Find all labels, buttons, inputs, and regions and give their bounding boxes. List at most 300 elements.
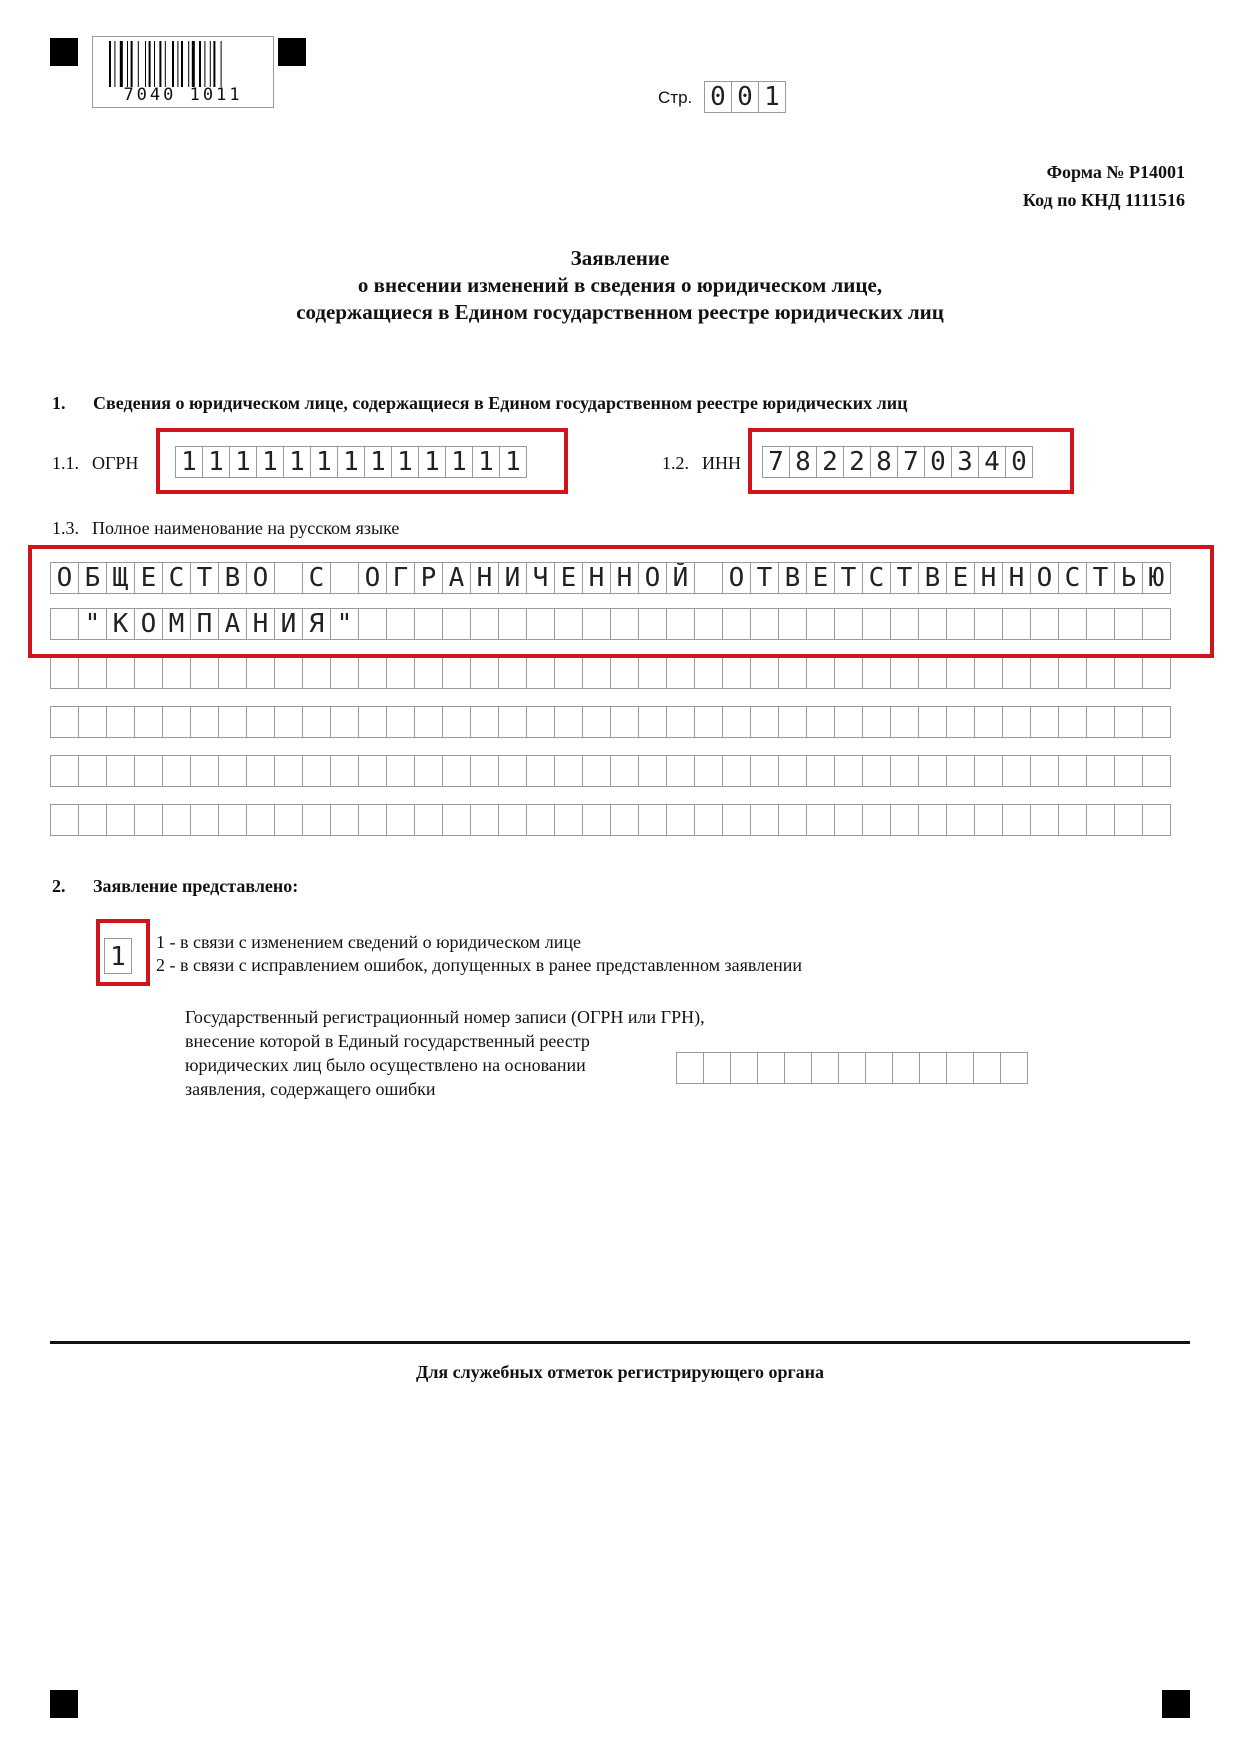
- company-name-cell[interactable]: [806, 657, 835, 689]
- company-name-cell[interactable]: [722, 755, 751, 787]
- barcode-bar: [199, 41, 201, 87]
- company-name-cell[interactable]: [526, 657, 555, 689]
- company-name-row[interactable]: [50, 804, 1171, 836]
- ogrn-cell[interactable]: 1: [472, 446, 500, 478]
- company-name-cell[interactable]: [806, 755, 835, 787]
- company-name-cell[interactable]: [1086, 657, 1115, 689]
- company-name-cell[interactable]: [218, 706, 247, 738]
- company-name-cell[interactable]: [78, 755, 107, 787]
- company-name-cell[interactable]: О: [246, 562, 275, 594]
- company-name-cell[interactable]: [50, 706, 79, 738]
- inn-cell[interactable]: 8: [789, 446, 817, 478]
- company-name-cell[interactable]: [974, 804, 1003, 836]
- company-name-cell[interactable]: Н: [1002, 562, 1031, 594]
- company-name-cell[interactable]: [1086, 706, 1115, 738]
- company-name-cell[interactable]: С: [302, 562, 331, 594]
- footer-divider: [50, 1341, 1190, 1344]
- company-name-cell[interactable]: Б: [78, 562, 107, 594]
- inn-cell[interactable]: 8: [870, 446, 898, 478]
- company-name-cell[interactable]: А: [442, 562, 471, 594]
- company-name-cell[interactable]: [470, 755, 499, 787]
- grn-cell[interactable]: [784, 1052, 812, 1084]
- grn-cell[interactable]: [703, 1052, 731, 1084]
- page-number-cells: [704, 81, 786, 113]
- company-name-cell[interactable]: [666, 706, 695, 738]
- company-name-cell[interactable]: Р: [414, 562, 443, 594]
- company-name-cell[interactable]: [246, 657, 275, 689]
- barcode-bar: [120, 41, 123, 87]
- company-name-cell[interactable]: [526, 755, 555, 787]
- company-name-row[interactable]: [50, 657, 1171, 689]
- company-name-cell[interactable]: [890, 804, 919, 836]
- company-name-cell[interactable]: В: [218, 562, 247, 594]
- company-name-cell[interactable]: К: [106, 608, 135, 640]
- company-name-cell[interactable]: [442, 657, 471, 689]
- ogrn-cell[interactable]: 1: [202, 446, 230, 478]
- ogrn-number: 1.1.: [52, 453, 79, 473]
- company-name-cell[interactable]: [694, 755, 723, 787]
- document-title: [0, 245, 1240, 326]
- company-name-cell[interactable]: [722, 804, 751, 836]
- company-name-row[interactable]: [50, 755, 1171, 787]
- page-number-cell[interactable]: 1: [758, 81, 786, 113]
- company-name-cell[interactable]: [358, 657, 387, 689]
- company-name-cell[interactable]: [414, 804, 443, 836]
- company-name-cell[interactable]: [274, 804, 303, 836]
- barcode-bar: [127, 41, 128, 87]
- company-name-cell[interactable]: [190, 755, 219, 787]
- company-name-cell[interactable]: [330, 755, 359, 787]
- ogrn-cell[interactable]: 1: [229, 446, 257, 478]
- service-marks-label: Для служебных отметок регистрирующего органа: [415, 1362, 825, 1382]
- company-name-cell[interactable]: [442, 804, 471, 836]
- ogrn-highlight: [156, 428, 568, 494]
- corner-marker-bottom-left: [50, 1690, 78, 1718]
- company-name-cell[interactable]: Н: [582, 562, 611, 594]
- company-name-cell[interactable]: [890, 657, 919, 689]
- company-name-cell[interactable]: [386, 755, 415, 787]
- company-name-cell[interactable]: [386, 804, 415, 836]
- company-name-cell[interactable]: [582, 755, 611, 787]
- ogrn-cell[interactable]: 1: [256, 446, 284, 478]
- company-name-cell[interactable]: [274, 657, 303, 689]
- company-name-cell[interactable]: [302, 755, 331, 787]
- company-name-cell[interactable]: [974, 706, 1003, 738]
- grn-cell[interactable]: [1000, 1052, 1028, 1084]
- company-name-cell[interactable]: [946, 804, 975, 836]
- inn-cell[interactable]: 2: [816, 446, 844, 478]
- company-name-cell[interactable]: [862, 804, 891, 836]
- company-name-cell[interactable]: Ч: [526, 562, 555, 594]
- barcode-bar: [172, 41, 174, 87]
- ogrn-cell[interactable]: 1: [310, 446, 338, 478]
- company-name-cell[interactable]: [666, 755, 695, 787]
- company-name-highlight: [28, 545, 1214, 658]
- company-name-cell[interactable]: Н: [246, 608, 275, 640]
- company-name-cell[interactable]: [610, 706, 639, 738]
- company-name-cell[interactable]: [162, 706, 191, 738]
- company-name-cell[interactable]: [78, 804, 107, 836]
- inn-highlight: [748, 428, 1074, 494]
- ogrn-label: ОГРН: [92, 453, 139, 473]
- company-name-cell[interactable]: [694, 657, 723, 689]
- company-name-cell[interactable]: Т: [834, 562, 863, 594]
- company-name-cell[interactable]: [470, 804, 499, 836]
- company-name-cell[interactable]: [1142, 804, 1171, 836]
- grn-cell[interactable]: [757, 1052, 785, 1084]
- company-name-cell[interactable]: [414, 657, 443, 689]
- company-name-cell[interactable]: [246, 804, 275, 836]
- page-number-cell[interactable]: 0: [731, 81, 759, 113]
- barcode-bar: [138, 41, 139, 87]
- company-name-cell[interactable]: [694, 804, 723, 836]
- company-name-cell[interactable]: Е: [806, 562, 835, 594]
- company-name-cell[interactable]: Щ: [106, 562, 135, 594]
- company-name-cell[interactable]: [498, 804, 527, 836]
- company-name-cell[interactable]: Т: [190, 562, 219, 594]
- company-name-cell[interactable]: И: [498, 562, 527, 594]
- company-name-cell[interactable]: С: [1058, 562, 1087, 594]
- company-name-cell[interactable]: [302, 804, 331, 836]
- grn-cell[interactable]: [973, 1052, 1001, 1084]
- barcode-bar: [221, 41, 222, 87]
- company-name-cell[interactable]: Т: [1086, 562, 1115, 594]
- company-name-cell[interactable]: [190, 657, 219, 689]
- ogrn-cell[interactable]: 1: [391, 446, 419, 478]
- company-name-cell[interactable]: Ю: [1142, 562, 1171, 594]
- company-name-cell[interactable]: [162, 657, 191, 689]
- company-name-cell[interactable]: [162, 755, 191, 787]
- company-name-cell[interactable]: [694, 706, 723, 738]
- company-name-cell[interactable]: [778, 657, 807, 689]
- barcode-bar: [192, 41, 195, 87]
- company-name-cell[interactable]: [974, 657, 1003, 689]
- company-name-cell[interactable]: [554, 706, 583, 738]
- company-name-cell[interactable]: [330, 804, 359, 836]
- company-name-cell[interactable]: Е: [134, 562, 163, 594]
- company-name-cell[interactable]: [470, 657, 499, 689]
- company-name-cell[interactable]: [946, 657, 975, 689]
- company-name-cell[interactable]: [1030, 755, 1059, 787]
- company-name-cell[interactable]: Й: [666, 562, 695, 594]
- company-name-cell[interactable]: [106, 706, 135, 738]
- company-name-cell[interactable]: [1142, 755, 1171, 787]
- company-name-cell[interactable]: [1002, 804, 1031, 836]
- company-name-cell[interactable]: [834, 706, 863, 738]
- company-name-cell[interactable]: [218, 804, 247, 836]
- company-name-cell[interactable]: [78, 657, 107, 689]
- ogrn-cell[interactable]: 1: [283, 446, 311, 478]
- company-name-cell[interactable]: Н: [470, 562, 499, 594]
- company-name-cell[interactable]: [190, 706, 219, 738]
- company-name-cell[interactable]: [1114, 657, 1143, 689]
- company-name-cell[interactable]: [302, 657, 331, 689]
- company-name-cell[interactable]: О: [638, 562, 667, 594]
- option-2-text: 2 - в связи с исправлением ошибок, допущенных в ранее представленном заявлении: [156, 955, 803, 975]
- company-name-cell[interactable]: [918, 657, 947, 689]
- company-name-cell[interactable]: [1114, 804, 1143, 836]
- company-name-cell[interactable]: [1002, 657, 1031, 689]
- company-name-cell[interactable]: О: [722, 562, 751, 594]
- company-name-cell[interactable]: [554, 657, 583, 689]
- grn-cell[interactable]: [811, 1052, 839, 1084]
- company-name-cell[interactable]: [918, 755, 947, 787]
- company-name-cell[interactable]: [610, 755, 639, 787]
- title-line-2: о внесении изменений в сведения о юридическом лице,: [357, 273, 883, 297]
- company-name-cell[interactable]: [386, 706, 415, 738]
- inn-number: 1.2.: [662, 453, 689, 473]
- company-name-cell[interactable]: А: [218, 608, 247, 640]
- company-name-cell[interactable]: [50, 657, 79, 689]
- company-name-cell[interactable]: [834, 755, 863, 787]
- grn-cell[interactable]: [730, 1052, 758, 1084]
- ogrn-cell[interactable]: 1: [445, 446, 473, 478]
- company-name-cell[interactable]: [862, 755, 891, 787]
- company-name-cell[interactable]: [890, 755, 919, 787]
- company-name-cell[interactable]: [750, 804, 779, 836]
- name-number: 1.3.: [52, 518, 79, 538]
- company-name-cell[interactable]: [274, 755, 303, 787]
- company-name-cell[interactable]: [582, 804, 611, 836]
- barcode-number: 7040 1011: [123, 85, 243, 105]
- company-name-cell[interactable]: [218, 657, 247, 689]
- company-name-row[interactable]: [50, 706, 1171, 738]
- company-name-cell[interactable]: [1086, 804, 1115, 836]
- grn-cell[interactable]: [838, 1052, 866, 1084]
- company-name-cell[interactable]: [190, 804, 219, 836]
- company-name-cell[interactable]: [134, 755, 163, 787]
- company-name-cell[interactable]: [582, 706, 611, 738]
- company-name-cell[interactable]: [862, 657, 891, 689]
- grn-label-line-4: заявления, содержащего ошибки: [185, 1079, 436, 1099]
- inn-cell[interactable]: 0: [1005, 446, 1033, 478]
- company-name-cell[interactable]: [806, 804, 835, 836]
- form-number: Форма № Р14001: [1046, 162, 1185, 182]
- company-name-cell[interactable]: Е: [554, 562, 583, 594]
- company-name-cell[interactable]: Е: [946, 562, 975, 594]
- company-name-cell[interactable]: [750, 657, 779, 689]
- company-name-cell[interactable]: [918, 804, 947, 836]
- grn-label-line-1: Государственный регистрационный номер записи (ОГРН или ГРН),: [185, 1007, 705, 1027]
- company-name-cell[interactable]: [1058, 706, 1087, 738]
- company-name-cell[interactable]: В: [778, 562, 807, 594]
- section1-heading: Сведения о юридическом лице, содержащиеся в Едином государственном реестре юридических лиц: [93, 393, 908, 413]
- company-name-cell[interactable]: В: [918, 562, 947, 594]
- ogrn-cell[interactable]: 1: [175, 446, 203, 478]
- company-name-cell[interactable]: [1058, 657, 1087, 689]
- page-number-cell[interactable]: 0: [704, 81, 732, 113]
- company-name-cell[interactable]: [1114, 706, 1143, 738]
- company-name-cell[interactable]: [386, 657, 415, 689]
- barcode-bar: [177, 41, 178, 87]
- grn-field[interactable]: [676, 1052, 1028, 1084]
- company-name-cell[interactable]: [778, 706, 807, 738]
- company-name-cell[interactable]: [1142, 657, 1171, 689]
- company-name-cell[interactable]: ": [78, 608, 107, 640]
- company-name-cell[interactable]: [106, 804, 135, 836]
- barcode-bar: [154, 41, 155, 87]
- company-name-cell[interactable]: О: [134, 608, 163, 640]
- company-name-cell[interactable]: [106, 657, 135, 689]
- section2-number: 2.: [52, 876, 66, 896]
- company-name-cell[interactable]: [638, 804, 667, 836]
- company-name-cell[interactable]: [638, 755, 667, 787]
- inn-cell[interactable]: 0: [924, 446, 952, 478]
- company-name-cell[interactable]: [582, 657, 611, 689]
- company-name-cell[interactable]: [1002, 706, 1031, 738]
- company-name-cell[interactable]: [1058, 755, 1087, 787]
- company-name-cell[interactable]: ": [330, 608, 359, 640]
- barcode-bar: [159, 41, 161, 87]
- company-name-cell[interactable]: С: [162, 562, 191, 594]
- company-name-cell[interactable]: Г: [386, 562, 415, 594]
- ogrn-cell[interactable]: 1: [418, 446, 446, 478]
- barcode-bar: [213, 41, 215, 87]
- barcode-bar: [145, 41, 146, 87]
- grn-cell[interactable]: [919, 1052, 947, 1084]
- grn-cell[interactable]: [676, 1052, 704, 1084]
- company-name-cell[interactable]: [358, 706, 387, 738]
- company-name-cell[interactable]: [1142, 706, 1171, 738]
- company-name-cell[interactable]: [834, 804, 863, 836]
- barcode-bar: [181, 41, 183, 87]
- company-name-cell[interactable]: [358, 804, 387, 836]
- company-name-cell[interactable]: [554, 755, 583, 787]
- company-name-cell[interactable]: [610, 804, 639, 836]
- company-name-cell[interactable]: [470, 706, 499, 738]
- company-name-cell[interactable]: [134, 706, 163, 738]
- grn-label-line-3: юридических лиц было осуществлено на основании: [185, 1055, 586, 1075]
- company-name-cell[interactable]: [498, 755, 527, 787]
- company-name-cell[interactable]: [134, 657, 163, 689]
- name-label: Полное наименование на русском языке: [92, 518, 400, 538]
- company-name-cell[interactable]: И: [274, 608, 303, 640]
- company-name-cell[interactable]: [750, 755, 779, 787]
- title-line-1: Заявление: [570, 246, 670, 270]
- company-name-cell[interactable]: О: [50, 562, 79, 594]
- company-name-cell[interactable]: [442, 755, 471, 787]
- company-name-cell[interactable]: [526, 804, 555, 836]
- barcode-bar: [149, 41, 151, 87]
- company-name-cell[interactable]: [666, 657, 695, 689]
- company-name-cell[interactable]: [1114, 755, 1143, 787]
- company-name-cell[interactable]: [358, 755, 387, 787]
- company-name-cell[interactable]: [246, 755, 275, 787]
- application-type-cell[interactable]: 1: [104, 938, 132, 974]
- barcode: [92, 36, 274, 108]
- company-name-cell[interactable]: [1030, 804, 1059, 836]
- company-name-cell[interactable]: О: [358, 562, 387, 594]
- section1-number: 1.: [52, 393, 66, 413]
- company-name-cell[interactable]: Т: [890, 562, 919, 594]
- company-name-cell[interactable]: [414, 755, 443, 787]
- company-name-cell[interactable]: [610, 657, 639, 689]
- company-name-cell[interactable]: [834, 657, 863, 689]
- company-name-cell[interactable]: [554, 804, 583, 836]
- company-name-cell[interactable]: [638, 657, 667, 689]
- company-name-cell[interactable]: [722, 706, 751, 738]
- company-name-cell[interactable]: [246, 706, 275, 738]
- company-name-cell[interactable]: Ь: [1114, 562, 1143, 594]
- grn-cell[interactable]: [946, 1052, 974, 1084]
- company-name-cell[interactable]: [274, 706, 303, 738]
- ogrn-cell[interactable]: 1: [337, 446, 365, 478]
- company-name-cell[interactable]: О: [1030, 562, 1059, 594]
- inn-cell[interactable]: 7: [897, 446, 925, 478]
- company-name-cell[interactable]: [498, 706, 527, 738]
- company-name-cell[interactable]: М: [162, 608, 191, 640]
- company-name-cell[interactable]: [78, 706, 107, 738]
- company-name-cell[interactable]: [890, 706, 919, 738]
- corner-marker-top-right: [278, 38, 306, 66]
- company-name-cell[interactable]: Н: [974, 562, 1003, 594]
- company-name-cell[interactable]: Н: [610, 562, 639, 594]
- barcode-bar: [188, 41, 189, 87]
- company-name-cell[interactable]: [638, 706, 667, 738]
- company-name-cell[interactable]: [918, 706, 947, 738]
- company-name-cell[interactable]: [50, 755, 79, 787]
- company-name-cell[interactable]: [302, 706, 331, 738]
- ogrn-cell[interactable]: 1: [364, 446, 392, 478]
- ogrn-cell[interactable]: 1: [499, 446, 527, 478]
- company-name-cell[interactable]: [1002, 755, 1031, 787]
- corner-marker-bottom-right: [1162, 1690, 1190, 1718]
- inn-cell[interactable]: 2: [843, 446, 871, 478]
- company-name-cell[interactable]: [442, 706, 471, 738]
- company-name-cell[interactable]: [50, 804, 79, 836]
- title-line-3: содержащиеся в Едином государственном реестре юридических лиц: [296, 300, 944, 324]
- company-name-cell[interactable]: [106, 755, 135, 787]
- grn-cell[interactable]: [865, 1052, 893, 1084]
- inn-cell[interactable]: 3: [951, 446, 979, 478]
- company-name-cell[interactable]: [134, 804, 163, 836]
- company-name-cell[interactable]: Т: [750, 562, 779, 594]
- company-name-cell[interactable]: [862, 706, 891, 738]
- barcode-bar: [204, 41, 205, 87]
- company-name-cell[interactable]: [722, 657, 751, 689]
- company-name-cell[interactable]: С: [862, 562, 891, 594]
- section2-heading: Заявление представлено:: [93, 876, 299, 896]
- company-name-cell[interactable]: [1058, 804, 1087, 836]
- inn-cell[interactable]: 4: [978, 446, 1006, 478]
- company-name-cell[interactable]: [330, 706, 359, 738]
- company-name-cell[interactable]: [526, 706, 555, 738]
- company-name-cell[interactable]: П: [190, 608, 219, 640]
- company-name-cell[interactable]: [974, 755, 1003, 787]
- barcode-bar: [114, 41, 115, 87]
- company-name-cell[interactable]: [778, 755, 807, 787]
- company-name-cell[interactable]: [946, 755, 975, 787]
- company-name-cell[interactable]: [946, 706, 975, 738]
- company-name-cell[interactable]: [666, 804, 695, 836]
- company-name-cell[interactable]: [414, 706, 443, 738]
- company-name-cell[interactable]: [806, 706, 835, 738]
- application-type-highlight: [96, 919, 150, 986]
- company-name-cell[interactable]: [750, 706, 779, 738]
- inn-cell[interactable]: 7: [762, 446, 790, 478]
- company-name-cell[interactable]: [162, 804, 191, 836]
- company-name-cell[interactable]: [218, 755, 247, 787]
- knd-code: Код по КНД 1111516: [1022, 190, 1185, 210]
- company-name-cell[interactable]: [498, 657, 527, 689]
- company-name-cell[interactable]: Я: [302, 608, 331, 640]
- grn-cell[interactable]: [892, 1052, 920, 1084]
- company-name-cell[interactable]: [1086, 755, 1115, 787]
- company-name-cell[interactable]: [778, 804, 807, 836]
- company-name-cell[interactable]: [1030, 706, 1059, 738]
- company-name-cell[interactable]: [330, 657, 359, 689]
- company-name-cell[interactable]: [1030, 657, 1059, 689]
